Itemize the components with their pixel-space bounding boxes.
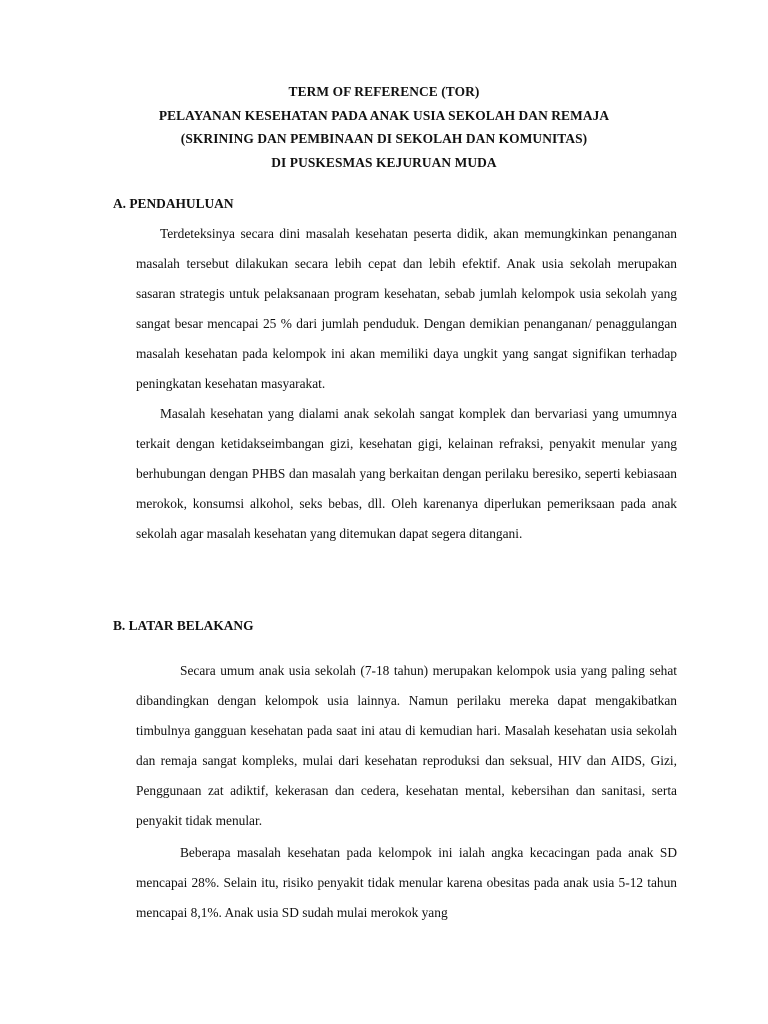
title-line-1: TERM OF REFERENCE (TOR)	[288, 84, 480, 99]
paragraph-latar-belakang-2: Beberapa masalah kesehatan pada kelompok ini ialah angka kecacingan pada anak SD mencapai 28%. Selain itu, risiko penyakit tidak menular karena obesitas pada anak usia 5-12 tahun mencapai 8,1%. Anak usia SD sudah mulai merokok yang	[136, 845, 677, 921]
paragraph-pendahuluan-1: Terdeteksinya secara dini masalah kesehatan peserta didik, akan memungkinkan penanganan masalah tersebut dilakukan secara lebih cepat dan lebih efektif. Anak usia sekolah merupakan sasaran strategis untuk pelaksanaan program kesehatan, sebab jumlah kelompok usia sekolah yang sangat besar mencapai 25 % dari jumlah penduduk. Dengan demikian penanganan/ penaggulangan masalah kesehatan pada kelompok ini akan memiliki daya ungkit yang sangat signifikan terhadap peningkatan kesehatan masyarakat.	[136, 226, 677, 392]
section-heading-pendahuluan: A. PENDAHULUAN	[113, 196, 234, 211]
title-line-4: DI PUSKESMAS KEJURUAN MUDA	[271, 154, 497, 170]
title-line-2: PELAYANAN KESEHATAN PADA ANAK USIA SEKOLAH DAN REMAJA	[158, 107, 610, 123]
section-heading-latar-belakang: B. LATAR BELAKANG	[113, 618, 254, 633]
document-title	[0, 80, 768, 174]
paragraph-pendahuluan-2: Masalah kesehatan yang dialami anak sekolah sangat komplek dan bervariasi yang umumnya terkait dengan ketidakseimbangan gizi, kesehatan gigi, kelainan refraksi, penyakit menular yang berhubungan dengan PHBS dan masalah yang berkaitan dengan perilaku beresiko, seperti kebiasaan merokok, konsumsi alkohol, seks bebas, dll. Oleh karenanya diperlukan pemeriksaan pada anak sekolah agar masalah kesehatan yang ditemukan dapat segera ditangani.	[136, 406, 677, 542]
paragraph-latar-belakang-1: Secara umum anak usia sekolah (7-18 tahun) merupakan kelompok usia yang paling sehat dibandingkan dengan kelompok usia lainnya. Namun perilaku mereka dapat mengakibatkan timbulnya gangguan kesehatan pada saat ini atau di kemudian hari. Masalah kesehatan usia sekolah dan remaja sangat kompleks, mulai dari kesehatan reproduksi dan seksual, HIV dan AIDS, Gizi, Penggunaan zat adiktif, kekerasan dan cedera, kesehatan mental, kebersihan dan sanitasi, serta penyakit tidak menular.	[136, 663, 677, 829]
title-line-3: (SKRINING DAN PEMBINAAN DI SEKOLAH DAN KOMUNITAS)	[180, 131, 588, 146]
